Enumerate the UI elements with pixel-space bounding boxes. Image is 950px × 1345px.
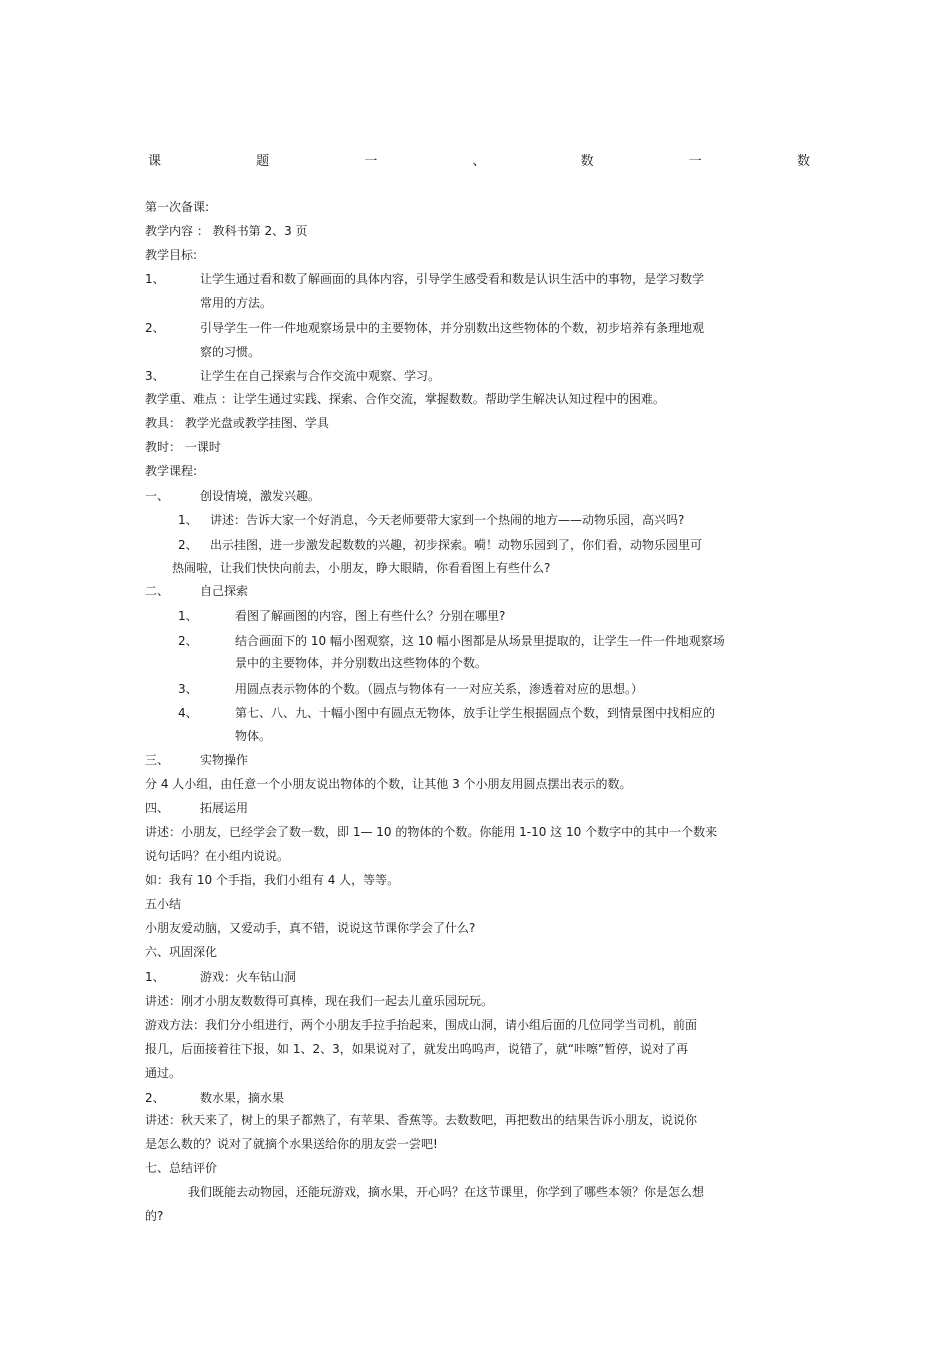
title-char: 一 [688,154,702,169]
text-line: 数水果，摘水果 [200,1091,285,1105]
title-char: 课 [148,154,162,169]
text-line: 的? [145,1209,164,1223]
text-line: 让学生在自己探索与合作交流中观察、学习。 [200,369,441,383]
text-line: 如：我有 10 个手指，我们小组有 4 人，等等。 [145,873,400,887]
title-char: 数 [580,154,594,169]
text-line: 察的习惯。 [200,345,261,359]
text-line: 讲述：告诉大家一个好消息，今天老师要带大家到一个热闹的地方——动物乐园，高兴吗? [210,513,685,527]
text-line: 讲述：秋天来了，树上的果子都熟了，有苹果、香蕉等。去数数吧，再把数出的结果告诉小朋友，说说你 [145,1113,698,1127]
text-line: 物体。 [235,729,272,743]
text-line: 实物操作 [200,753,249,767]
text-line: 五小结 [145,897,182,911]
text-line: 自己探索 [200,584,249,598]
text-line: 结合画面下的 10 幅小图观察，这 10 幅小图都是从场景里提取的，让学生一件一件地观察场 [235,634,725,648]
list-marker: 1、 [178,609,198,623]
text-line: 通过。 [145,1066,182,1080]
text-line: 教学内容 ： 教科书第 2、3 页 [145,224,308,238]
text-line: 引导学生一件一件地观察场景中的主要物体，并分别数出这些物体的个数，初步培养有条理地观 [200,321,705,335]
list-marker: 1、 [145,272,165,286]
text-line: 教学课程: [145,464,198,478]
text-line: 七、总结评价 [145,1161,218,1175]
text-line: 小朋友爱动脑，又爱动手，真不错，说说这节课你学会了什么? [145,921,476,935]
lesson-title [148,150,810,169]
list-marker: 3、 [178,682,198,696]
title-char: 数 [796,154,810,169]
list-marker: 一、 [145,489,170,503]
text-line: 景中的主要物体，并分别数出这些物体的个数。 [235,656,488,670]
text-line: 第一次备课: [145,200,210,214]
text-line: 是怎么数的？说对了就摘个水果送给你的朋友尝一尝吧! [145,1137,438,1151]
title-char: 、 [472,154,486,169]
list-marker: 二、 [145,584,170,598]
text-line: 用圆点表示物体的个数。（圆点与物体有一一对应关系，渗透着对应的思想。） [235,682,644,696]
text-line: 拓展运用 [200,801,249,815]
text-line: 讲述：小朋友，已经学会了数一数，即 1— 10 的物体的个数。你能用 1-10 这 10 个数字中的其中一个数来 [145,825,718,839]
text-line: 教学目标: [145,248,198,262]
text-line: 教时： 一课时 [145,440,221,454]
text-line: 出示挂图，进一步激发起数数的兴趣，初步探索。嗬！动物乐园到了，你们看，动物乐园里可 [210,538,703,552]
text-line: 游戏方法：我们分小组进行，两个小朋友手拉手抬起来，围成山洞，请小组后面的几位同学当司机，前面 [145,1018,698,1032]
list-marker: 4、 [178,706,198,720]
text-line: 说句话吗？在小组内说说。 [145,849,290,863]
text-line: 分 4 人小组，由任意一个小朋友说出物体的个数，让其他 3 个小朋友用圆点摆出表示的数。 [145,777,632,791]
text-line: 让学生通过看和数了解画面的具体内容，引导学生感受看和数是认识生活中的事物，是学习数学 [200,272,705,286]
list-marker: 3、 [145,369,165,383]
title-char: 一 [364,154,378,169]
text-line: 教学重、难点 ：让学生通过实践、探索、合作交流，掌握数数。帮助学生解决认知过程中的困难。 [145,392,665,406]
text-line: 看图了解画图的内容，图上有些什么？分别在哪里? [235,609,506,623]
list-marker: 三、 [145,753,170,767]
list-marker: 1、 [145,970,165,984]
list-marker: 2、 [145,1091,165,1105]
list-marker: 2、 [145,321,165,335]
text-line: 第七、八、九、十幅小图中有圆点无物体，放手让学生根据圆点个数，到情景图中找相应的 [235,706,716,720]
list-marker: 2、 [178,538,198,552]
text-line: 常用的方法。 [200,296,273,310]
text-line: 创设情境，激发兴趣。 [200,489,321,503]
text-line: 教具： 教学光盘或教学挂图、学具 [145,416,329,430]
text-line: 讲述：刚才小朋友数数得可真棒，现在我们一起去儿童乐园玩玩。 [145,994,494,1008]
list-marker: 1、 [178,513,198,527]
title-char: 题 [256,154,270,169]
list-marker: 四、 [145,801,170,815]
text-line: 热闹啦，让我们快快向前去，小朋友，睁大眼睛，你看看图上有些什么? [172,561,551,575]
text-line: 六、巩固深化 [145,945,218,959]
list-marker: 2、 [178,634,198,648]
text-line: 我们既能去动物园，还能玩游戏，摘水果，开心吗？在这节课里，你学到了哪些本领？你是怎么想 [188,1185,705,1199]
text-line: 游戏：火车钻山洞 [200,970,297,984]
text-line: 报几，后面接着往下报，如 1、2、3，如果说对了，就发出呜呜声，说错了，就“咔嚓”暂停，说对了再 [145,1042,689,1056]
